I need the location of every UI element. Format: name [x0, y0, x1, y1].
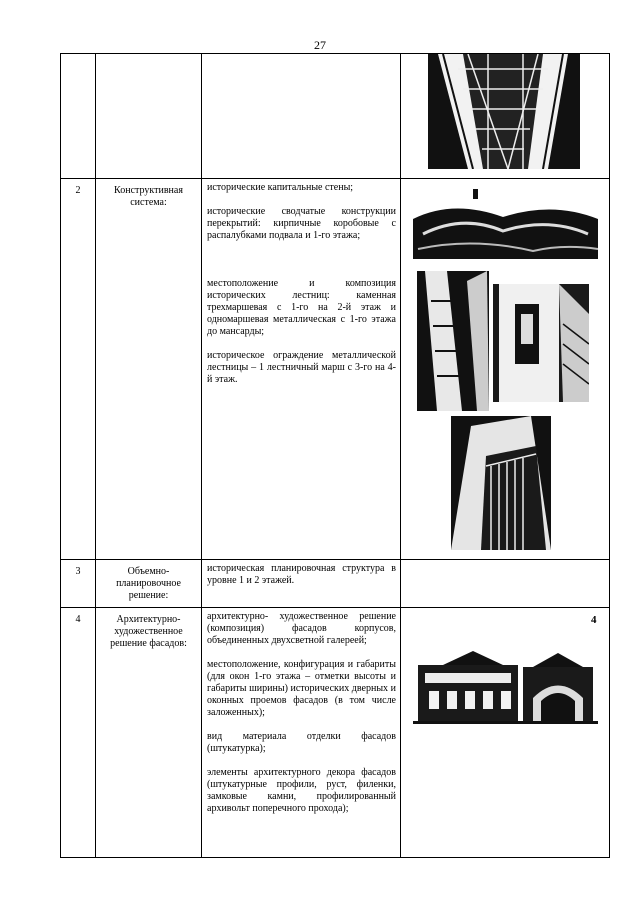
- row-description: [202, 560, 400, 587]
- row-description-cell: [202, 608, 401, 858]
- row-image-cell: [401, 54, 610, 179]
- stone-staircase-photo: [417, 271, 489, 411]
- row-description: [202, 179, 400, 386]
- building-facade-photo: [413, 643, 598, 733]
- description-paragraph: местоположение, конфигурация и габариты (для окон 1-го этажа – отметки высоты и габариты ширины) исторических дверных и оконных проемов фасадов (в том числе заложенных);: [207, 659, 396, 718]
- description-paragraph: архитектурно- художественное решение (композиция) фасадов корпусов, объединенных двухсветной галереей;: [207, 611, 396, 646]
- row-description-cell: [202, 179, 401, 560]
- description-paragraph: местоположение и композиция исторических лестниц: каменная трехмаршевая с 1-го на 2-й этаж и одномаршевая металлическая с 1-го этажа до мансарды;: [207, 278, 396, 337]
- description-paragraph: историческая планировочная структура в уровне 1 и 2 этажей.: [207, 563, 396, 586]
- table-row: [61, 54, 610, 179]
- row-number: 2: [75, 185, 81, 196]
- table-row: [61, 179, 610, 560]
- vaulted-ceiling-photo: [413, 189, 598, 259]
- row-number: 4: [75, 614, 81, 625]
- row-number: 3: [75, 566, 81, 577]
- row-name-cell: [96, 179, 202, 560]
- row-number-cell: [61, 54, 96, 179]
- row-name: Объемно-планировочное решение:: [116, 566, 181, 601]
- row-description: [202, 608, 400, 815]
- row-name-cell: [96, 608, 202, 858]
- roof-truss-photo: [428, 54, 580, 169]
- row-number-cell: [61, 560, 96, 608]
- description-paragraph: историческое ограждение металлической лестницы – 1 лестничный марш с 3-го на 4-й этаж.: [207, 350, 396, 385]
- figure-label: 4: [591, 614, 597, 626]
- row-name: Конструктивная система:: [114, 185, 183, 208]
- page-number: 27: [314, 38, 326, 52]
- monument-subject-table: [60, 53, 610, 858]
- row-image-cell: [401, 560, 610, 608]
- row-description-cell: [202, 560, 401, 608]
- table-row: [61, 560, 610, 608]
- row-name-cell: [96, 54, 202, 179]
- row-name: Архитектурно-художественное решение фасадов:: [110, 614, 187, 649]
- description-paragraph: исторические капитальные стены;: [207, 182, 354, 193]
- row-number-cell: [61, 608, 96, 858]
- row-number-cell: [61, 179, 96, 560]
- row-name-cell: [96, 560, 202, 608]
- description-paragraph: вид материала отделки фасадов (штукатурка);: [207, 731, 396, 754]
- description-paragraph: исторические сводчатые конструкции перекрытий: кирпичные коробовые с распалубками подвала и 1-го этажа;: [207, 206, 396, 241]
- table-row: [61, 608, 610, 858]
- metal-staircase-photo: [493, 284, 589, 402]
- row-image-cell: [401, 608, 610, 858]
- row-image-cell: [401, 179, 610, 560]
- row-description-cell: [202, 54, 401, 179]
- description-paragraph: элементы архитектурного декора фасадов (штукатурные профили, руст, филенки, замковые камни, профилированный архивольт поперечного прохода);: [207, 767, 396, 814]
- staircase-railing-photo: [451, 416, 551, 550]
